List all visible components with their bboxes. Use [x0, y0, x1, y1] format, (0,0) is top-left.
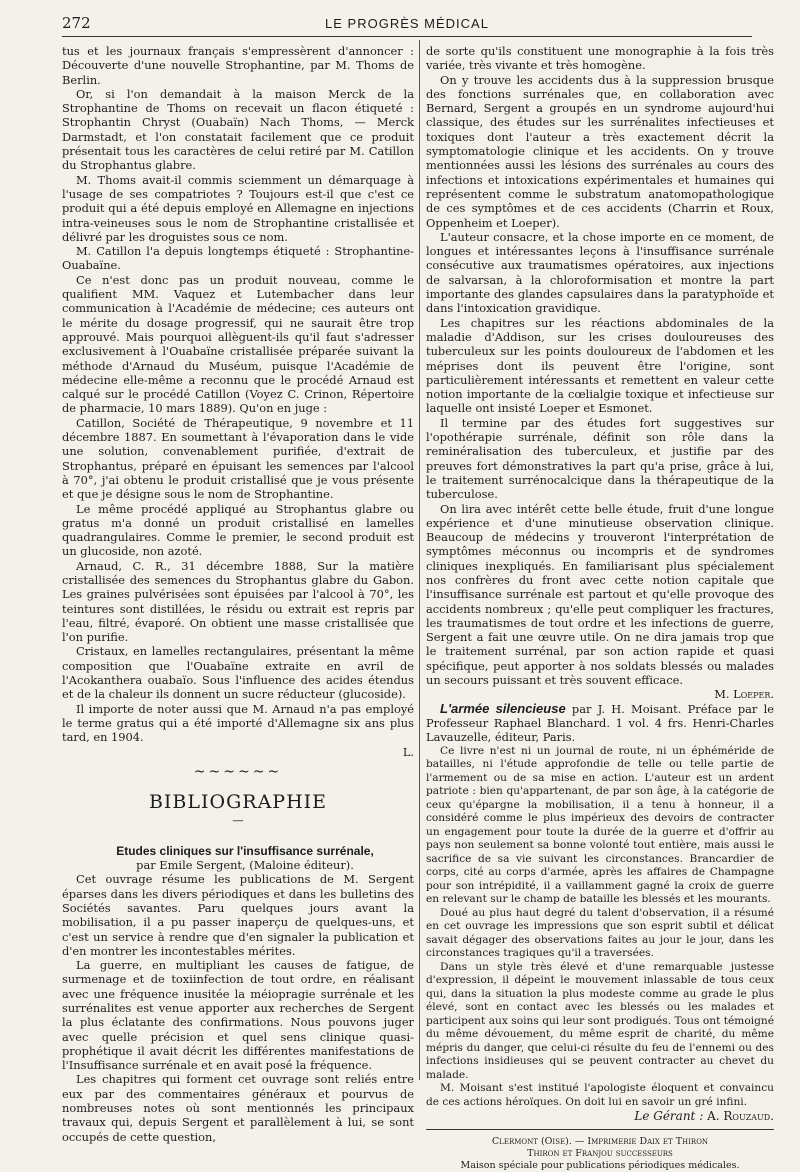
paragraph: M. Moisant s'est institué l'apologiste éloquent et convaincu de ces actions héroïques. On doit lui en savoir un gré infini. — [426, 1082, 774, 1108]
paragraph: Arnaud, C. R., 31 décembre 1888, Sur la matière cristallisée des semences du Strophantus glabre du Gabon. Les graines pulvérisées sont épuisées par l'alcool à 70°, les teintures sont distillées, le résidu ou extrait est repris par l'eau, filtré, évaporé. On obtient une masse cristallisée que l'on purifie. — [62, 558, 414, 645]
right-column — [426, 44, 774, 1172]
paragraph: Ce livre n'est ni un journal de route, ni un éphéméride de batailles, ni l'étude approfondie de telle ou telle partie de l'armement ou de sa mise en action. L'auteur est un ardent patriote : bien qu'appartenant, de par son âge, à la catégorie de ceux qu'épargne la mobilisation, il a tenu à honneur, il a considéré comme le plus impérieux des devoirs de contracter un engagement pour toute la durée de la guerre et d'offrir au pays non seulement sa bonne volonté tout entière, mais aussi le sacrifice de sa vie suivant les circonstances. Brancardier de corps, cité au corps d'armée, après les affaires de Champagne pour son intrépidité, il a vaillamment gagné la croix de guerre en relevant sur le champ de bataille les blessés et les mourants. — [426, 744, 774, 906]
page-number: 272 — [62, 14, 91, 32]
heading-dash: — — [232, 813, 244, 828]
review-signature: M. Loeper. — [714, 687, 774, 702]
paragraph: La guerre, en multipliant les causes de fatigue, de surmenage et de toxiinfection de tout ordre, en réalisant avec une fréquence inusitée la méiopragie surrénale et les surrénalites est venue apporter aux recherches de Sergent la plus éclatante des confirmations. Nous pouvons juger avec quelle précision et quel sens clinique quasi-prophétique il avait décrit les différentes manifestations de l'Insuffisance surrénale et en avait posé la fréquence. — [62, 958, 414, 1073]
paragraph: Il importe de noter aussi que M. Arnaud n'a pas employé le terme gratus qui a été importé d'Allemagne six ans plus tard, en 1904. — [62, 701, 414, 745]
paragraph: M. Catillon l'a depuis longtemps étiqueté : Strophantine-Ouabaïne. — [62, 244, 414, 273]
gerant-line: Le Gérant : A. Rouzaud. — [634, 1109, 774, 1124]
paragraph: Les chapitres qui forment cet ouvrage sont reliés entre eux par des commentaires généraux et pourvus de nombreuses notes où sont mentionnés les principaux travaux qui, depuis Sergent et parallèlement à lui, se sont occupés de cette question, — [62, 1072, 414, 1144]
paragraph: Dans un style très élevé et d'une remarquable justesse d'expression, il dépeint le mouvement inlassable de tous ceux qui, dans la situation la plus modeste comme au grade le plus élevé, sont en contact avec les blessés ou les malades et participent aux soins qui leur sont prodigués. Tous ont témoigné du même dévouement, du même esprit de charité, du même mépris du danger, que celui-ci résulte du feu de l'ennemi ou des infections insidieuses qui se peuvent contracter au chevet du malade. — [426, 960, 774, 1081]
paragraph: Ce n'est donc pas un produit nouveau, comme le qualifient MM. Vaquez et Lutembacher dans leur communication à l'Académie de médecine; ces auteurs ont le mérite du dosage progressif, qui ne saurait être trop approuvé. Mais pourquoi allèguent-ils qu'il faut s'adresser exclusivement à l'Ouabaïne cristallisée préparée suivant la méthode d'Arnaud du Muséum, puisque l'Académie de médecine elle-même a reconnu que le procédé Arnaud est calqué sur le procédé Catillon (Voyez C. Crinon, Répertoire de pharmacie, 10 mars 1889). Qu'on en juge : — [62, 272, 414, 416]
running-title: LE PROGRÈS MÉDICAL — [325, 16, 489, 31]
paragraph: Il termine par des études fort suggestives sur l'opothérapie surrénale, définit son rôle dans la reminéralisation des tuberculeux, et justifie par des preuves fort démonstratives la part qu'a prise, grâce à lui, le traitement surrénocalcique dans la thérapeutique de la tuberculose. — [426, 415, 774, 502]
paragraph: Catillon, Société de Thérapeutique, 9 novembre et 11 décembre 1887. En soumettant à l'évaporation dans le vide une solution, convenablement purifiée, d'extrait de Strophantus, préparé en épuisant les semences par l'alcool à 70°, j'ai obtenu le produit cristallisé que je vous présente et que je désigne sous le nom de Strophantine. — [62, 415, 414, 502]
paragraph: Le même procédé appliqué au Strophantus glabre ou gratus m'a donné un produit cristallisé en lamelles quadrangulaires. Comme le premier, le second produit est un glucoside, non azoté. — [62, 501, 414, 559]
paragraph: Les chapitres sur les réactions abdominales de la maladie d'Addison, sur les crises douloureuses des tuberculeux sur les points douloureux de l'abdomen et les méprises dont ils peuvent être l'origine, sont particulièrement intéressants et remettent en valeur cette notion importante de la cœlialgie toxique et infectieuse sur laquelle ont insisté Loeper et Esmonet. — [426, 315, 774, 416]
paragraph: L'auteur consacre, et la chose importe en ce moment, de longues et intéressantes leçons à l'insuffisance surrénale consécutive aux traumatismes opératoires, aux injections de salvarsan, à la chloroformisation et montre la part importante des glandes capsulaires dans la paratyphoïde et dans l'intoxication gravidique. — [426, 229, 774, 316]
book-author: par Emile Sergent, (Maloine éditeur). — [136, 858, 354, 873]
book2-review — [426, 745, 774, 1110]
ornament: ~~~~~~ — [193, 763, 283, 780]
paragraph: tus et les journaux français s'empressèrent d'annoncer : Découverte d'une nouvelle Strophantine, par M. Thoms de Berlin. — [62, 44, 414, 87]
left-column — [62, 44, 414, 1144]
paragraph: On y trouve les accidents dus à la suppression brusque des fonctions surrénales que, en collaboration avec Bernard, Sergent a groupés en un syndrome aujourd'hui classique, des études sur les surrénalites infectieuses et toxiques dont l'auteur a très exactement décrit la symptomatologie clinique et les accidents. On y trouve mentionnées aussi les lésions des surrénales au cours des infections et intoxications expérimentales et humaines qui représentent comme le substratum anatomopathologique de ces symptômes et de ces accidents (Charrin et Roux, Oppenheim et Loeper). — [426, 72, 774, 230]
paragraph: M. Thoms avait-il commis sciemment un démarquage à l'usage de ses compatriotes ? Toujours est-il que c'est ce produit qui a été depuis employé en Allemagne en injections intra-veineuses sous le nom de Strophantine cristallisée et délivré par les droguistes sous ce nom. — [62, 172, 414, 244]
book2-entry — [426, 702, 774, 745]
paragraph: On lira avec intérêt cette belle étude, fruit d'une longue expérience et d'une minutieuse observation clinique. Beaucoup de médecins y trouveront l'interprétation de symptômes méconnus ou incompris et de syndromes cliniques inexpliqués. En familiarisant plus spécialement nos confrères du front avec cette notion capitale que l'insuffisance surrénale est partout et qu'elle provoque des accidents nombreux ; qu'elle peut compliquer les fractures, les traumatismes de tout ordre et les infections de guerre, Sergent a fait une œuvre utile. On ne dira jamais trop que le traitement surrénal, par son action rapide et quasi spécifique, peut apporter à nos soldats blessés ou malades un secours puissant et très souvent efficace. — [426, 501, 774, 688]
section-heading: BIBLIOGRAPHIE — [148, 791, 328, 814]
paragraph: de sorte qu'ils constituent une monographie à la fois très variée, très vivante et très homogène. — [426, 44, 774, 73]
paragraph: Or, si l'on demandait à la maison Merck de la Strophantine de Thoms on recevait un flacon étiqueté : Strophantin Chryst (Ouabaïn) Nach Thoms, — Merck Darmstadt, et l'on constatait facilement que ce produit présentait tous les caractères de celui retiré par M. Catillon du Strophantus glabre. — [62, 86, 414, 173]
paragraph: Doué au plus haut degré du talent d'observation, il a résumé en cet ouvrage les impressions que son esprit subtil et délicat savait dégager des observations faites au jour le jour, dans les circonstances tragiques qu'il a traversées. — [426, 906, 774, 960]
author-initial: L. — [402, 744, 414, 759]
book2-details: par J. H. Moisant. Préface par le Professeur Raphael Blanchard. 1 vol. 4 frs. Henri-Charles Lavauzelle, éditeur, Paris. — [426, 701, 774, 745]
page-header — [62, 10, 752, 37]
book2-title: L'armée silencieuse — [440, 700, 566, 716]
printer-imprint: Clermont (Oise). — Imprimerie Daix et Thiron Thiron et Franjou successeurs Maison spéciale pour publications périodiques médicales. — [426, 1129, 774, 1172]
paragraph: Cristaux, en lamelles rectangulaires, présentant la même composition que l'Ouabaïne extraite en avril de l'Acokanthera ouabaïo. Sous l'influence des acides étendus et de la chaleur ils donnent un sucre réducteur (glucoside). — [62, 644, 414, 702]
paragraph: Cet ouvrage résume les publications de M. Sergent éparses dans les divers périodiques et dans les bulletins des Sociétés savantes. Paru quelques jours avant la mobilisation, il a pu passer inaperçu de quelques-uns, et c'est un service à rendre que d'en signaler la publication et d'en montrer les incontestables mérites. — [62, 872, 414, 958]
book-title: Etudes cliniques sur l'insuffisance surrénale, — [116, 843, 374, 858]
column-divider — [419, 40, 420, 1080]
